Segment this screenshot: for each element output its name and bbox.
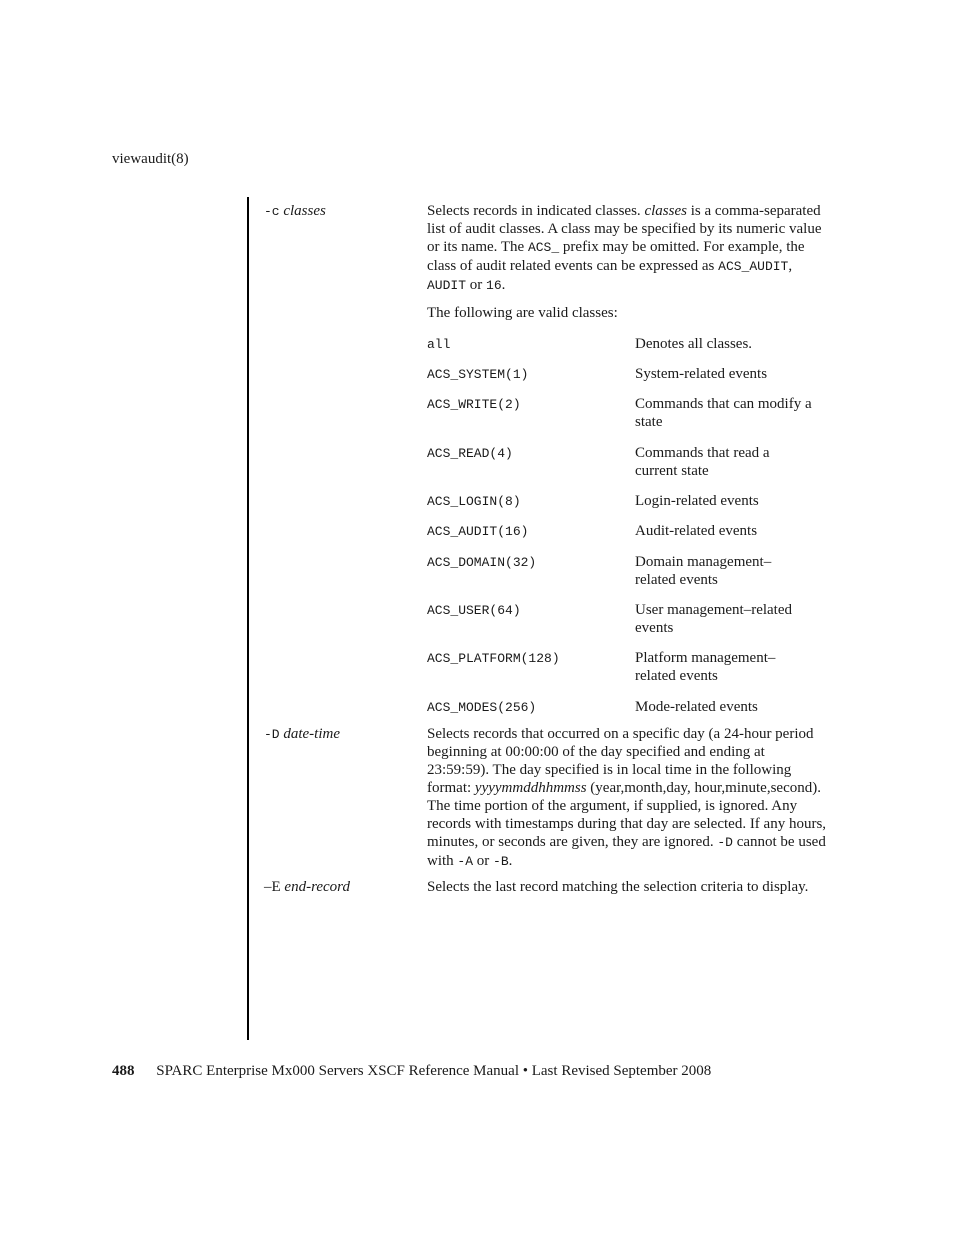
option-flag: -c <box>264 204 280 219</box>
class-name: ACS_LOGIN(8) <box>427 494 521 509</box>
class-name: ACS_AUDIT(16) <box>427 524 529 539</box>
option-c-description <box>427 202 829 307</box>
option-argument: date-time <box>283 726 341 742</box>
inline-code: 16 <box>486 278 502 293</box>
option-D-term <box>264 725 340 744</box>
text: cannot be used with <box>427 834 826 869</box>
class-name: all <box>427 337 451 352</box>
class-description: User management–related events <box>635 602 793 636</box>
option-argument: classes <box>283 203 326 219</box>
text: . <box>501 277 506 293</box>
text-emphasis: classes <box>644 203 687 219</box>
inline-code: AUDIT <box>427 278 467 293</box>
inline-code: -A <box>457 854 474 869</box>
class-description: Commands that can modify a state <box>635 396 812 430</box>
class-name: ACS_WRITE(2) <box>427 397 521 412</box>
option-E-term <box>264 878 350 896</box>
class-description: Platform management–related events <box>635 650 776 684</box>
class-description: Login-related events <box>635 493 759 509</box>
option-D-description <box>427 725 829 883</box>
text: , <box>788 258 793 274</box>
text: prefix may be omitted. For example, the class of audit related events can be expressed as <box>427 239 805 274</box>
class-description: Mode-related events <box>635 699 758 715</box>
class-description: Domain management–related events <box>635 554 772 588</box>
option-argument: end-record <box>284 879 350 895</box>
text: Selects records in indicated classes. <box>427 203 645 219</box>
text: is a comma-separated list of audit classes. A class may be specified by its numeric value or its name. The <box>427 203 822 255</box>
class-description: Audit-related events <box>635 523 758 539</box>
option-E-description: Selects the last record matching the selection criteria to display. <box>427 879 809 895</box>
option-flag: -D <box>264 727 280 742</box>
inline-code: ACS_AUDIT <box>718 259 789 274</box>
valid-classes-intro: The following are valid classes: <box>427 305 618 321</box>
page-footer <box>112 1062 711 1080</box>
option-c-term <box>264 202 326 221</box>
text: (year,month,day, hour,minute,second). The time portion of the argument, if supplied, is ignored. Any records with timestamps during that day are selected. If any hours, minutes, or seconds are given, they are ignored. <box>427 780 827 850</box>
inline-code: ACS_ <box>527 240 560 255</box>
inline-code: -B <box>493 854 509 869</box>
class-name: ACS_MODES(256) <box>427 700 537 715</box>
text-emphasis: yyyymmddhhmmss <box>474 780 587 796</box>
class-name: ACS_DOMAIN(32) <box>427 555 537 570</box>
class-name: ACS_PLATFORM(128) <box>427 651 560 666</box>
class-name: ACS_READ(4) <box>427 446 513 461</box>
footer-text: SPARC Enterprise Mx000 Servers XSCF Reference Manual • Last Revised September 2008 <box>156 1063 712 1079</box>
class-description: System-related events <box>635 366 768 382</box>
text: . <box>508 853 513 869</box>
page-number: 488 <box>112 1063 135 1079</box>
class-description: Commands that read a current state <box>635 445 770 479</box>
option-D-paragraph <box>427 725 829 871</box>
inline-code: -D <box>717 835 733 850</box>
text: Selects records that occurred on a specific day (a 24-hour period beginning at 00:00:00 of the day specified and ending at 23:59:59). The day specified is in local time in the following format: <box>427 726 814 796</box>
option-flag: –E <box>264 879 281 895</box>
change-bar <box>247 197 249 1040</box>
class-name: ACS_USER(64) <box>427 603 521 618</box>
option-c-paragraph <box>427 202 829 295</box>
class-description: Denotes all classes. <box>635 336 753 352</box>
text: or <box>466 277 487 293</box>
class-name: ACS_SYSTEM(1) <box>427 367 529 382</box>
text: or <box>473 853 494 869</box>
running-header: viewaudit(8) <box>112 151 189 167</box>
